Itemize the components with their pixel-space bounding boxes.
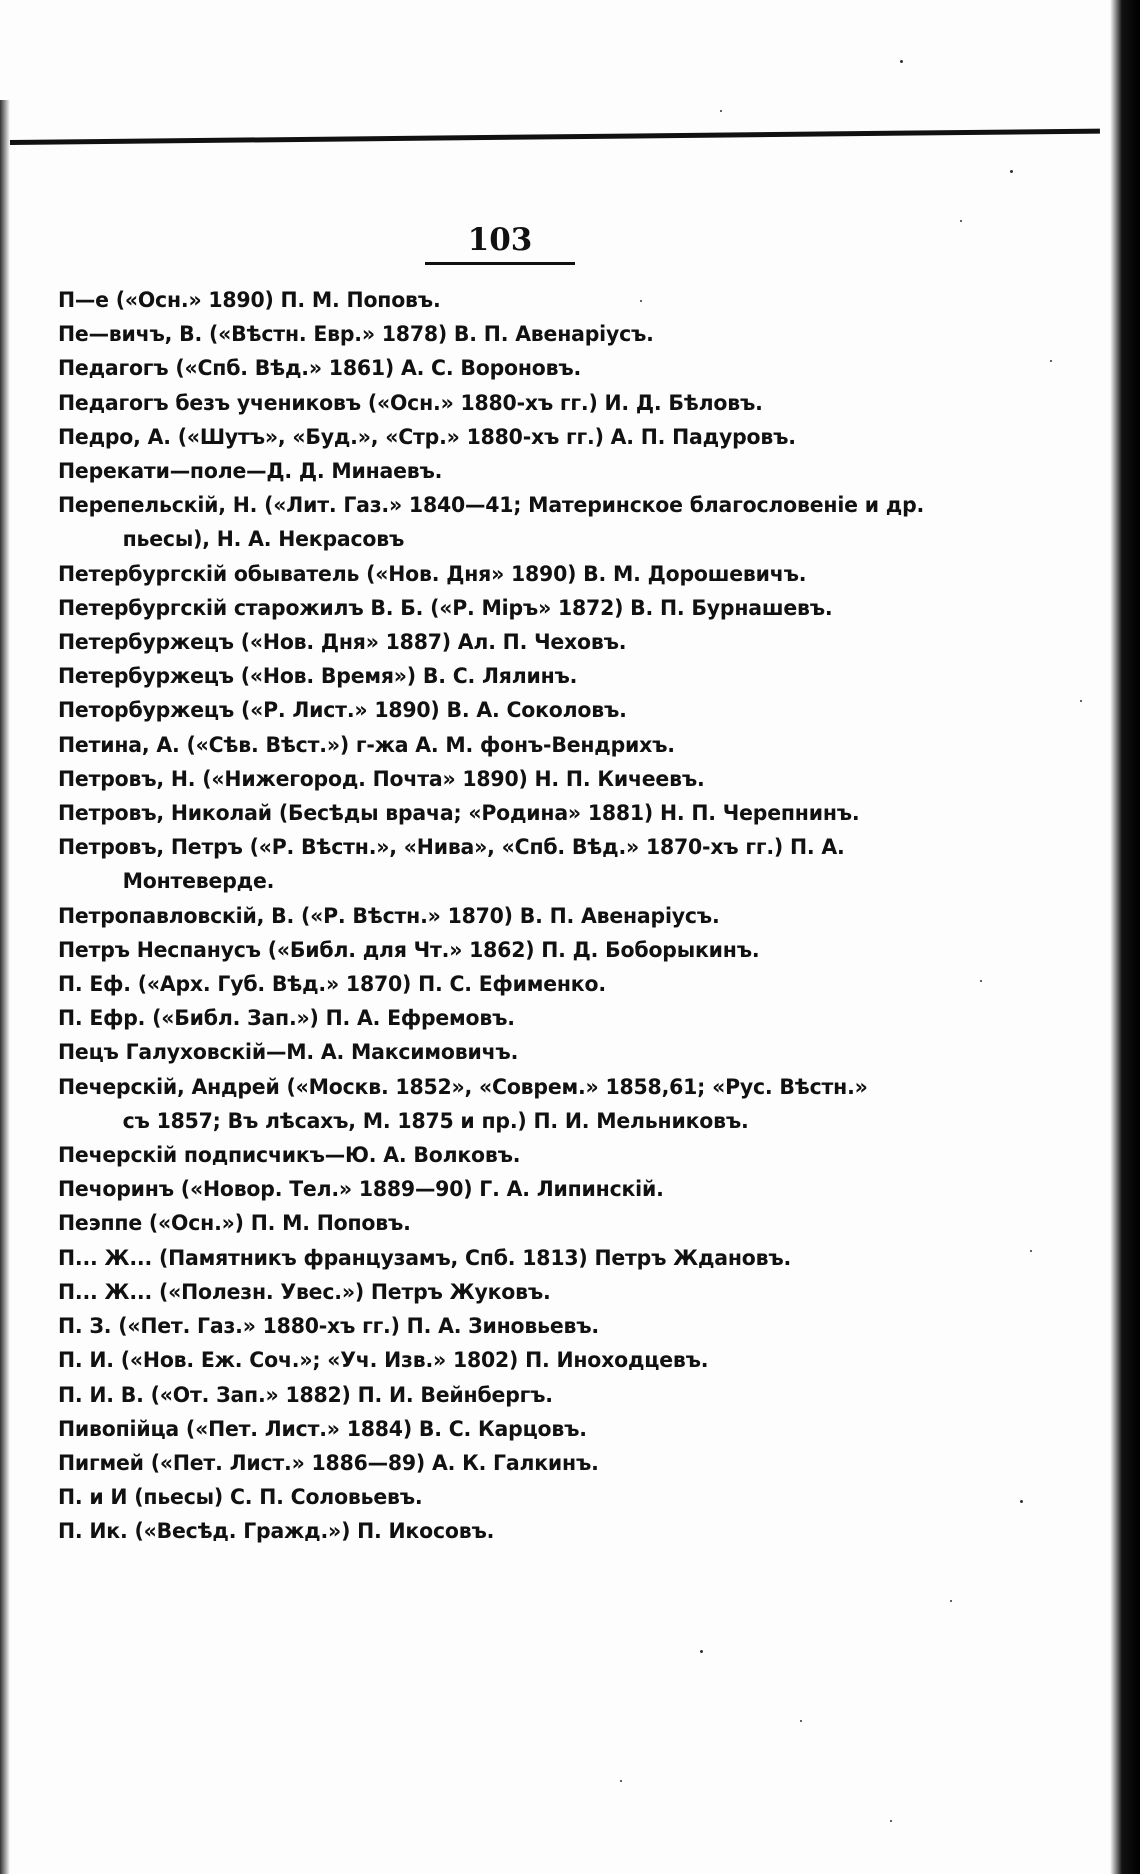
entry	[58, 900, 1008, 934]
entry	[58, 1139, 1008, 1173]
entry	[58, 1242, 1008, 1276]
entry-text: Педагогъ («Спб. Вѣд.» 1861) А. С. Вороновъ.	[58, 356, 582, 382]
entry-text: Петровъ, Николай (Бесѣды врача; «Родина» 1881) Н. П. Черепнинъ.	[58, 801, 860, 827]
page-number: 103	[467, 222, 533, 258]
entry-text: П. и И (пьесы) С. П. Соловьевъ.	[58, 1485, 423, 1511]
scan-speck	[700, 1650, 703, 1653]
scan-right-edge	[1110, 0, 1140, 1874]
entry	[58, 763, 1008, 797]
entry	[58, 1379, 1008, 1413]
scan-speck	[640, 300, 642, 302]
entry	[58, 1071, 1008, 1139]
entry-text: Печерскій, Андрей («Москв. 1852», «Соврем.» 1858,61; «Рус. Вѣстн.»	[58, 1074, 868, 1100]
entry-text: П. Еф. («Арх. Губ. Вѣд.» 1870) П. С. Ефименко.	[58, 972, 606, 998]
entry-text: Петровъ, Петръ («Р. Вѣстн.», «Нива», «Спб. Вѣд.» 1870-хъ гг.) П. А.	[58, 835, 845, 861]
scan-speck	[1080, 700, 1082, 702]
entry-text: Петръ Неспанусъ («Библ. для Чт.» 1862) П. Д. Боборыкинъ.	[58, 937, 760, 963]
scan-speck	[900, 60, 903, 63]
entry	[58, 1002, 1008, 1036]
page-number-underline	[425, 262, 575, 265]
scan-speck	[800, 1720, 802, 1722]
entry	[58, 318, 1008, 352]
scan-speck	[960, 220, 962, 222]
entry-text: Печоринъ («Новор. Тел.» 1889—90) Г. А. Липинскій.	[58, 1177, 664, 1203]
scan-speck	[1020, 1500, 1023, 1503]
entry	[58, 694, 1008, 728]
scan-speck	[720, 110, 722, 112]
entry	[58, 1173, 1008, 1207]
entry	[58, 1310, 1008, 1344]
entry	[58, 626, 1008, 660]
entry-text: П. И. («Нов. Еж. Соч.»; «Уч. Изв.» 1802) П. Иноходцевъ.	[58, 1348, 709, 1374]
entry	[58, 729, 1008, 763]
entry	[58, 1481, 1008, 1515]
entry-text: Пеэппе («Осн.») П. М. Поповъ.	[58, 1211, 411, 1237]
entry	[58, 1207, 1008, 1241]
entry-text: П—е («Осн.» 1890) П. М. Поповъ.	[58, 288, 441, 313]
entry-text: Перепельскій, Н. («Лит. Газ.» 1840—41; Материнское благословеніе и др.	[58, 493, 925, 519]
scan-speck	[950, 1600, 952, 1602]
entry	[58, 284, 1008, 318]
entry-text: Петербургскій обыватель («Нов. Дня» 1890) В. М. Дорошевичъ.	[58, 561, 807, 587]
scan-speck	[1050, 360, 1052, 362]
scan-speck	[890, 1820, 892, 1822]
entry	[58, 1447, 1008, 1481]
entry	[58, 421, 1008, 455]
entry-list	[58, 284, 1058, 1550]
entry-text: Петербургскій старожилъ В. Б. («Р. Міръ» 1872) В. П. Бурнашевъ.	[58, 595, 833, 621]
entry-text: Петербуржецъ («Нов. Время») В. С. Лялинъ.	[58, 664, 578, 690]
entry-text: Пецъ Галуховскій—М. А. Максимовичъ.	[58, 1040, 519, 1066]
entry	[58, 1413, 1008, 1447]
entry	[58, 797, 1008, 831]
entry-text: П. И. В. («От. Зап.» 1882) П. И. Вейнбергъ.	[58, 1382, 553, 1408]
entry-text: Педагогъ безъ учениковъ («Осн.» 1880-хъ гг.) И. Д. Бѣловъ.	[58, 390, 763, 416]
entry-text: П. Ик. («Весѣд. Гражд.») П. Икосовъ.	[58, 1519, 495, 1545]
entry-text: Печерскій подписчикъ—Ю. А. Волковъ.	[58, 1143, 521, 1169]
entry-text: П... Ж... («Полезн. Увес.») Петръ Жуковъ.	[58, 1279, 551, 1305]
entry-text: Пигмей («Пет. Лист.» 1886—89) А. К. Галкинъ.	[58, 1450, 599, 1476]
entry	[58, 489, 1008, 557]
scan-speck	[1010, 170, 1013, 173]
entry-text: Петина, А. («Сѣв. Вѣст.») г-жа А. М. фонъ-Вендрихъ.	[58, 732, 675, 758]
top-rule	[10, 129, 1100, 145]
entry-text: Петербуржецъ («Нов. Дня» 1887) Ал. П. Чеховъ.	[58, 630, 627, 656]
entry-text: П... Ж... (Памятникъ французамъ, Спб. 1813) Петръ Ждановъ.	[58, 1245, 792, 1271]
entry	[58, 558, 1008, 592]
entry-continuation: пьесы), Н. А. Некрасовъ	[122, 527, 405, 553]
scan-speck	[1030, 1250, 1032, 1252]
entry	[58, 1036, 1008, 1070]
entry-continuation: съ 1857; Въ лѣсахъ, М. 1875 и пр.) П. И. Мельниковъ.	[122, 1108, 749, 1134]
entry	[58, 934, 1008, 968]
entry	[58, 831, 1008, 899]
entry	[58, 592, 1008, 626]
entry-text: Петровъ, Н. («Нижегород. Почта» 1890) Н. П. Кичеевъ.	[58, 766, 705, 792]
entry-text: Петропавловскій, В. («Р. Вѣстн.» 1870) В. П. Авенаріусъ.	[58, 903, 720, 929]
entry	[58, 352, 1008, 386]
scan-speck	[620, 1780, 622, 1782]
scan-left-edge	[0, 100, 10, 1874]
entry	[58, 968, 1008, 1002]
entry	[58, 660, 1008, 694]
entry	[58, 455, 1008, 489]
entry-text: П. З. («Пет. Газ.» 1880-хъ гг.) П. А. Зиновьевъ.	[58, 1314, 599, 1340]
entry	[58, 1276, 1008, 1310]
scan-speck	[980, 980, 982, 982]
entry-text: Перекати—поле—Д. Д. Минаевъ.	[58, 459, 443, 485]
entry	[58, 1515, 1008, 1549]
entry	[58, 387, 1008, 421]
entry-text: Педро, А. («Шутъ», «Буд.», «Стр.» 1880-хъ гг.) А. П. Падуровъ.	[58, 424, 796, 450]
entry-text: П. Ефр. («Библ. Зап.») П. А. Ефремовъ.	[58, 1006, 515, 1032]
entry-text: Пивопійца («Пет. Лист.» 1884) В. С. Карцовъ.	[58, 1416, 587, 1442]
entry	[58, 1344, 1008, 1378]
entry-continuation: Монтеверде.	[122, 869, 275, 895]
entry-text: Петорбуржецъ («Р. Лист.» 1890) В. А. Соколовъ.	[58, 698, 627, 724]
entry-text: Пе—вичъ, В. («Вѣстн. Евр.» 1878) В. П. Авенаріусъ.	[58, 322, 654, 348]
